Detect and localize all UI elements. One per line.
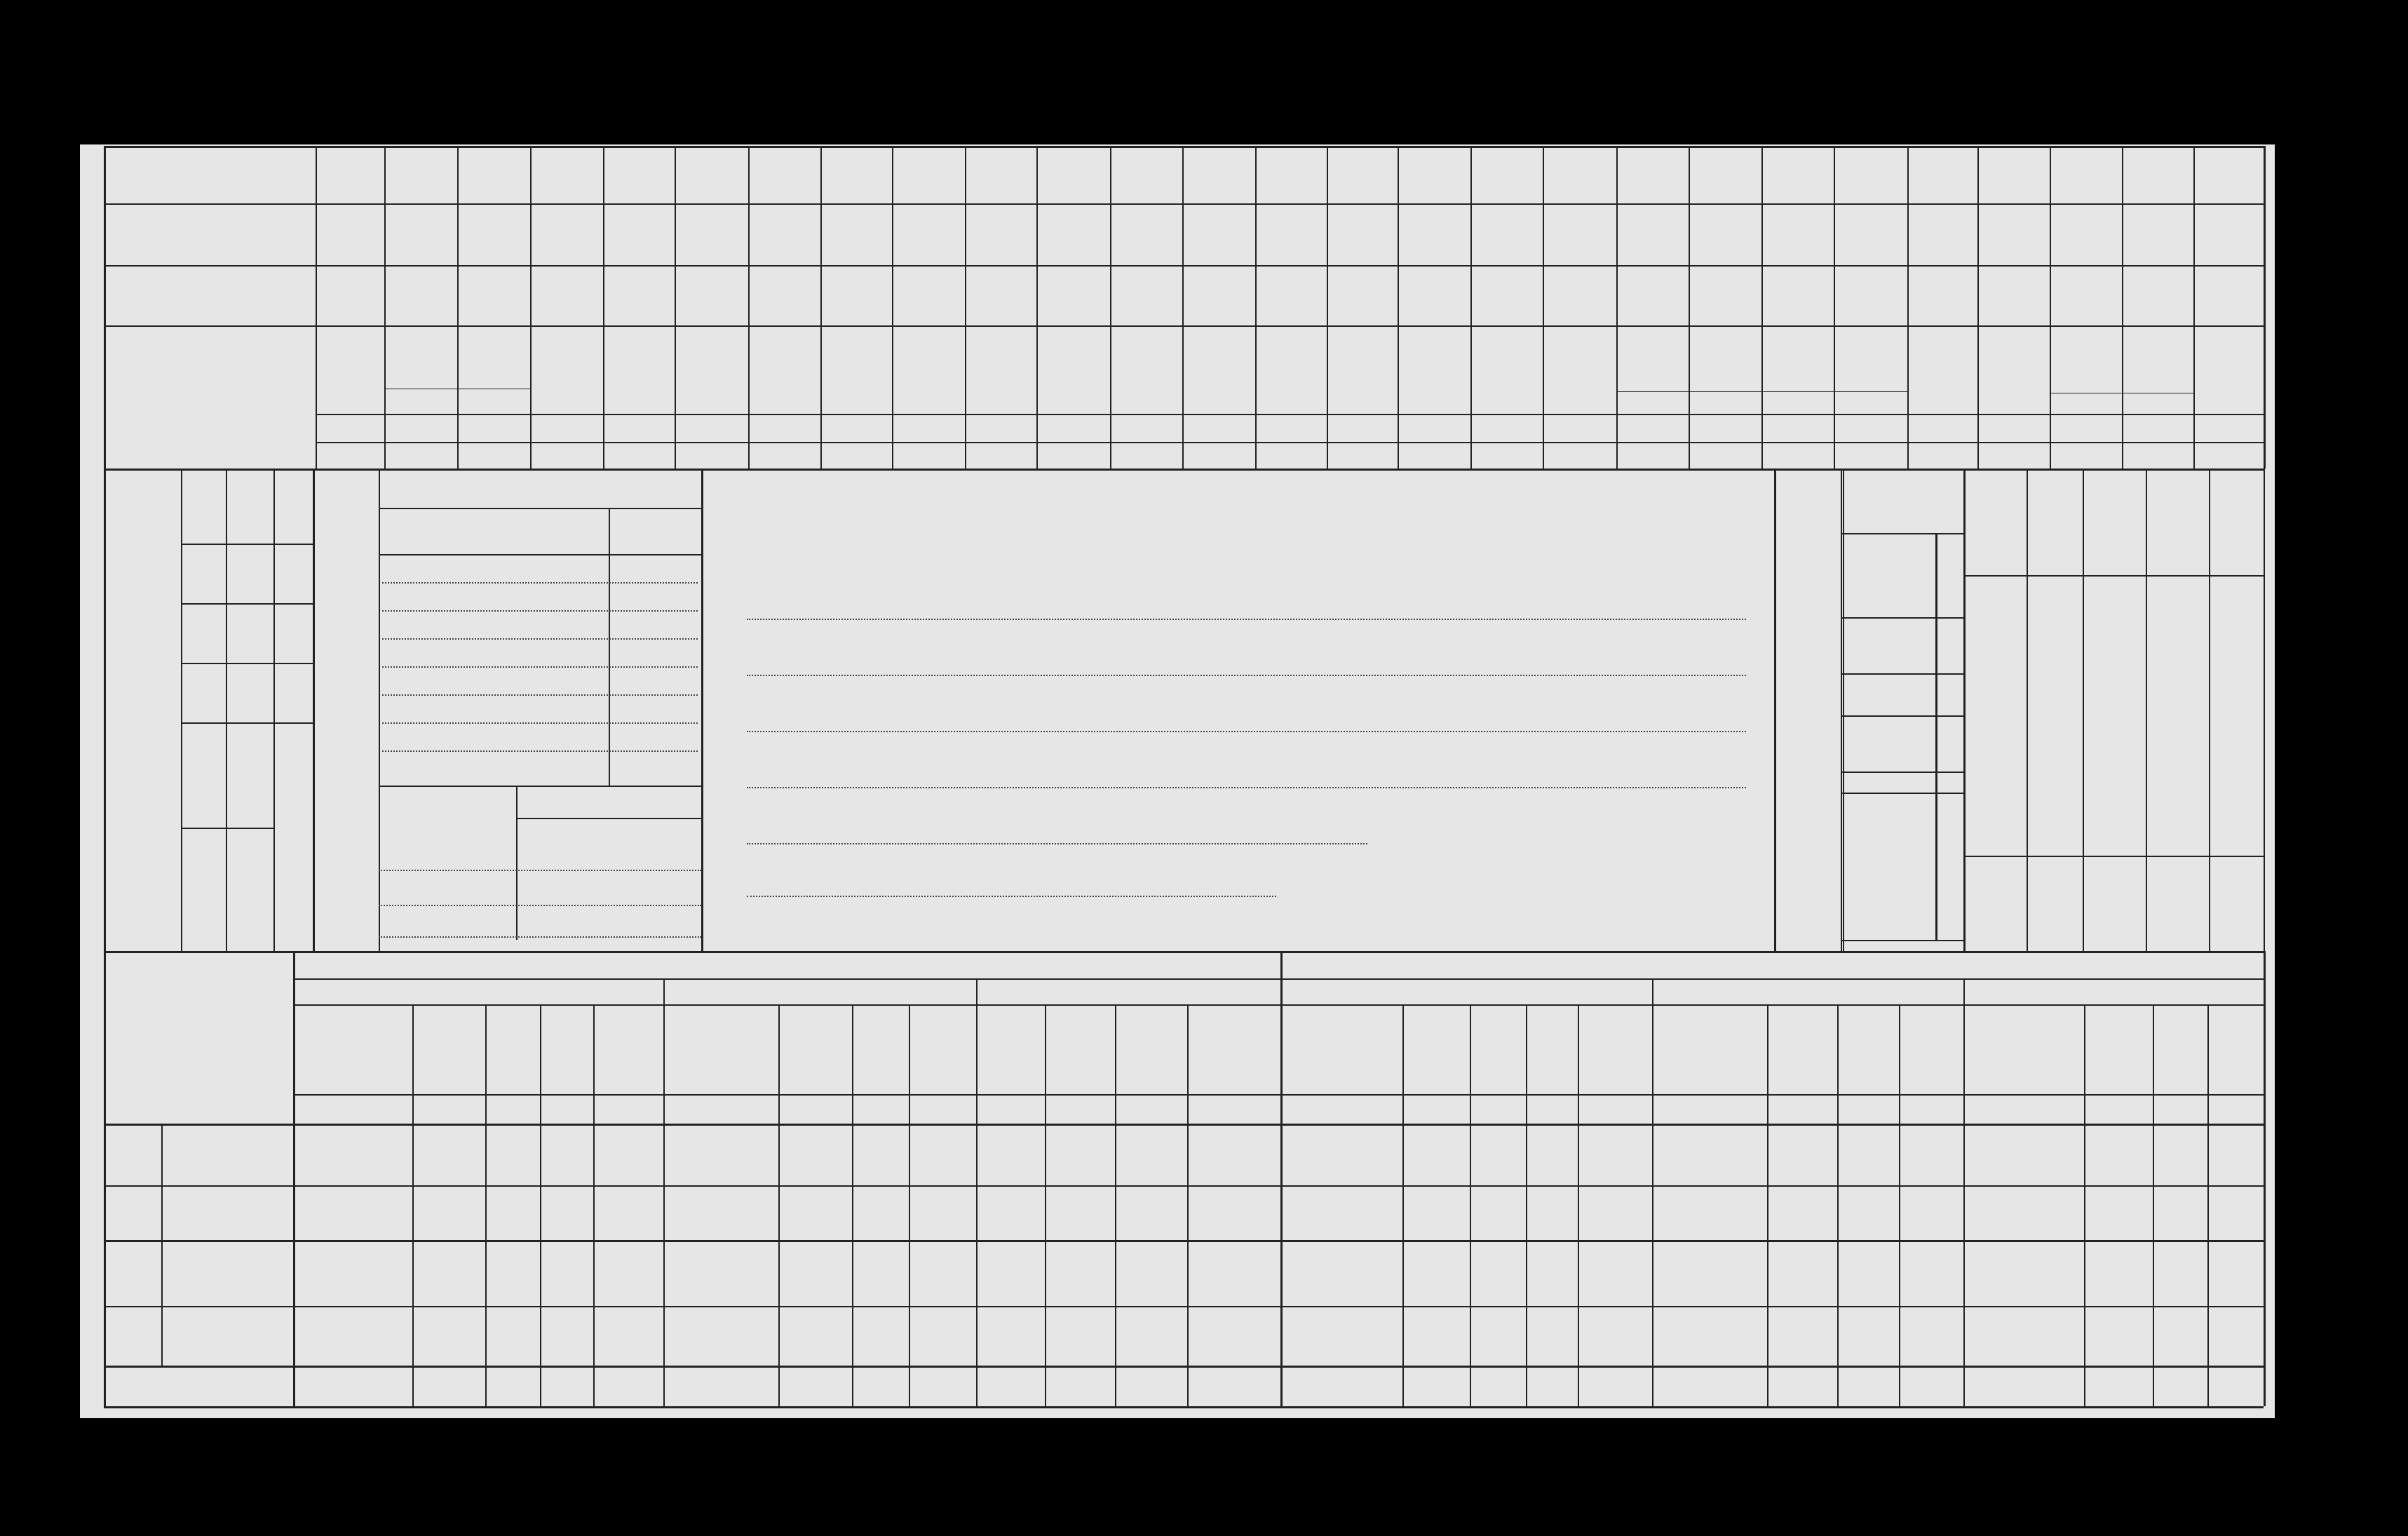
col-number-77 (316, 442, 384, 469)
col-number-79 (457, 442, 530, 469)
col-number-86 (965, 442, 1036, 469)
col-number-97 (1761, 442, 1834, 469)
worker-col-label-133 (226, 666, 273, 757)
right-col-top-4 (2209, 473, 2264, 572)
arenda-num-4 (593, 1094, 663, 1124)
col-number-88 (1110, 442, 1182, 469)
right-col-bottom-3 (2146, 859, 2209, 947)
col-header-91 (1327, 328, 1398, 412)
has-label (389, 793, 508, 828)
col-number-87 (1036, 442, 1110, 469)
sdacha-col-5 (1652, 1004, 1767, 1094)
itogo-both-sexes (1886, 575, 1935, 617)
sdacha-col-8 (1899, 1007, 1963, 1091)
col-number-92 (1398, 442, 1470, 469)
row-label-leased (104, 203, 314, 265)
group-fallow-label (2050, 394, 2193, 414)
arenda-num-2 (485, 1094, 540, 1124)
col-number-101 (2050, 442, 2122, 469)
col-header-98 (1834, 328, 1907, 391)
rule (104, 1185, 2264, 1187)
col-header-83 (748, 328, 820, 412)
col-number-85 (892, 442, 965, 469)
women-total (1886, 673, 1935, 736)
col-header-80 (530, 328, 603, 412)
right-col-top-1 (2027, 473, 2083, 572)
arenda-num-8 (909, 1094, 976, 1124)
col-number-84 (820, 442, 892, 469)
col-header-89 (1182, 328, 1255, 412)
sdacha-pokos-header (1652, 978, 1963, 1004)
right-col-bottom-2 (2083, 859, 2146, 947)
sdacha-col-6 (1767, 1007, 1837, 1091)
col-number-103 (2193, 442, 2264, 469)
sdacha-num-0 (1280, 1094, 1402, 1124)
arenda-col-12 (1187, 1007, 1280, 1091)
arenda-num-3 (540, 1094, 593, 1124)
col-header-94 (1543, 328, 1616, 412)
col-number-100 (1977, 442, 2050, 469)
row-label-lands (104, 325, 314, 466)
row-other-communities (161, 1185, 293, 1240)
land-row-line (379, 905, 701, 906)
col-header-96 (1689, 328, 1761, 391)
col-header-79 (457, 328, 530, 387)
answer-line (747, 843, 1367, 844)
answer-line (747, 675, 1746, 676)
right-col-top-0 (1963, 473, 2027, 572)
arenda-col-10 (1045, 1007, 1115, 1091)
trade-name-header (379, 516, 610, 551)
sdacha-col-3 (1526, 1007, 1578, 1091)
col-number-81 (603, 442, 675, 469)
rule (1841, 533, 1963, 534)
women-label (1844, 568, 1886, 708)
rule (1963, 978, 1965, 1004)
col-header-87 (1036, 328, 1110, 412)
arenda-num-9 (976, 1094, 1045, 1124)
pop-col-num-138 (1937, 617, 1963, 680)
row-label-total (104, 146, 314, 203)
sdacha-col-9 (1963, 1004, 2084, 1094)
col-header-103 (2193, 328, 2264, 412)
sdacha-col-11 (2153, 1007, 2207, 1091)
rule (2264, 469, 2265, 951)
rule (379, 508, 701, 509)
group-nadel-label (105, 1128, 161, 1247)
arenda-col-1 (412, 1007, 485, 1091)
hired-workers-title (316, 477, 379, 940)
sdacha-num-7 (1837, 1094, 1899, 1124)
col-header-101 (2050, 328, 2122, 391)
col-number-96 (1689, 442, 1761, 469)
rule (104, 1366, 2264, 1368)
korney-header (609, 787, 701, 815)
sdacha-col-0 (1280, 1004, 1402, 1094)
col-header-93 (1470, 328, 1543, 412)
col-number-94 (1543, 442, 1616, 469)
col-header-78 (384, 328, 457, 387)
arenda-num-12 (1187, 1094, 1280, 1124)
rule (1616, 391, 1907, 392)
col-header-100 (1977, 328, 2050, 412)
private-farms-title (701, 491, 1767, 533)
right-col-bottom-0 (1963, 859, 2027, 947)
women-incl-workers (1886, 617, 1935, 680)
col-header-90 (1255, 328, 1327, 412)
orchard-label (393, 842, 516, 870)
arenda-col-3 (540, 1007, 593, 1091)
rule (1963, 575, 2264, 577)
trade-row-line (382, 750, 698, 752)
trade-row-line (382, 722, 698, 724)
arenda-title (293, 951, 1280, 978)
group-ozimaya-label (384, 390, 530, 411)
arenda-col-0 (293, 1004, 412, 1094)
row-institutions (161, 1306, 293, 1366)
answer-line (747, 787, 1746, 788)
arenda-num-1 (412, 1094, 485, 1124)
sdacha-col-10 (2084, 1007, 2153, 1091)
pop-col-num-136 (1937, 733, 1963, 796)
sdacha-col-1 (1402, 1007, 1470, 1091)
land-row-line (379, 870, 701, 871)
men-label (1844, 743, 1886, 919)
col-header-77 (316, 328, 384, 412)
col-header-86 (965, 328, 1036, 412)
men-incl-workers (1886, 736, 1935, 800)
arenda-num-6 (778, 1094, 852, 1124)
arenda-pashni-header (293, 978, 663, 1004)
right-col-top-3 (2146, 473, 2209, 572)
sdacha-num-2 (1470, 1094, 1526, 1124)
rule (104, 1306, 2264, 1307)
arenda-col-7 (852, 1007, 909, 1091)
col-number-78 (384, 442, 457, 469)
arenda-pokos-header (663, 978, 976, 1004)
rule (104, 265, 2264, 267)
trade-qty-header (609, 512, 701, 554)
arenda-col-9 (976, 1004, 1045, 1094)
col-header-85 (892, 328, 965, 412)
arenda-col-11 (1115, 1007, 1187, 1091)
trade-row-line (382, 582, 698, 584)
col-header-99 (1907, 328, 1977, 412)
arenda-col-2 (485, 1007, 540, 1091)
rule (1841, 940, 1963, 941)
sdacha-num-10 (2084, 1094, 2153, 1124)
right-col-bottom-4 (2209, 859, 2264, 947)
sdacha-num-3 (1526, 1094, 1578, 1124)
col-header-84 (820, 328, 892, 412)
vineyard-label (393, 877, 516, 905)
desyatin-header (516, 787, 607, 815)
sdacha-num-12 (2207, 1094, 2264, 1124)
arenda-num-7 (852, 1094, 909, 1124)
group-vne-label (105, 1244, 161, 1367)
rule (104, 1124, 2264, 1126)
crops-banner (316, 414, 2258, 442)
col-number-99 (1907, 442, 1977, 469)
sdacha-title (1280, 951, 2264, 978)
rule (1841, 469, 1842, 951)
rule (2264, 146, 2266, 469)
arenda-col-4 (593, 1007, 663, 1091)
sdacha-num-6 (1767, 1094, 1837, 1124)
arenda-col-5 (663, 1004, 778, 1094)
col-number-91 (1327, 442, 1398, 469)
col-number-95 (1616, 442, 1689, 469)
sdacha-num-4 (1578, 1094, 1652, 1124)
trade-row-line (382, 610, 698, 612)
rule (2264, 951, 2266, 1406)
arenda-col-8 (909, 1007, 976, 1091)
col-header-95 (1616, 328, 1689, 391)
pop-col-num-139 (1937, 547, 1963, 610)
col-number-82 (675, 442, 748, 469)
sdacha-num-9 (1963, 1094, 2084, 1124)
sdacha-num-11 (2153, 1094, 2207, 1124)
right-col-bottom-1 (2027, 859, 2083, 947)
sdacha-col-4 (1578, 1007, 1652, 1091)
row-private-persons (161, 1240, 293, 1306)
group-perennial-label (1616, 393, 1907, 412)
rule (701, 469, 703, 951)
arenda-num-0 (293, 1094, 412, 1124)
col-number-102 (2122, 442, 2193, 469)
rule (104, 1240, 2264, 1242)
arenda-num-11 (1115, 1094, 1187, 1124)
sdacha-num-1 (1402, 1094, 1470, 1124)
row-label-own (104, 265, 314, 325)
right-col-top-2 (2083, 473, 2146, 572)
trade-row-line (382, 666, 698, 668)
row-itogo (105, 1366, 293, 1406)
sdacha-col-12 (2207, 1007, 2264, 1091)
answer-line (747, 731, 1746, 732)
answer-line (747, 619, 1746, 620)
col-number-83 (748, 442, 820, 469)
sdacha-pashni-header (1280, 978, 1652, 1004)
rule (181, 828, 273, 829)
col-number-98 (1834, 442, 1907, 469)
col-number-93 (1470, 442, 1543, 469)
col-header-92 (1398, 328, 1470, 412)
rule (104, 1406, 2264, 1408)
rule (976, 978, 978, 1004)
col-header-102 (2122, 328, 2193, 391)
arenda-num-5 (663, 1094, 778, 1124)
arenda-col-6 (778, 1007, 852, 1091)
men-total (1886, 807, 1935, 870)
trade-title (379, 471, 701, 506)
col-header-82 (675, 328, 748, 412)
arenda-num-10 (1045, 1094, 1115, 1124)
pop-col-num-135 (1937, 800, 1963, 863)
worker-col-num-134 (181, 831, 226, 950)
rule (104, 146, 2264, 148)
sdacha-num-8 (1899, 1094, 1963, 1124)
rule (516, 818, 701, 819)
trade-row-line (382, 694, 698, 696)
rule (104, 469, 2264, 471)
trade-row-line (382, 638, 698, 640)
rule (104, 325, 2264, 327)
rule (104, 469, 106, 951)
sdacha-num-5 (1652, 1094, 1767, 1124)
sdacha-col-2 (1470, 1007, 1526, 1091)
rule (1774, 469, 1776, 951)
col-number-89 (1182, 442, 1255, 469)
population-title (1778, 484, 1841, 933)
col-header-81 (603, 328, 675, 412)
answer-line (747, 896, 1276, 897)
rule (273, 469, 275, 951)
sdacha-col-7 (1837, 1007, 1899, 1091)
col-header-88 (1110, 328, 1182, 412)
col-number-90 (1255, 442, 1327, 469)
rule (104, 203, 2264, 205)
rule (313, 469, 315, 951)
col-header-97 (1761, 328, 1834, 391)
worker-col-num-133 (181, 666, 226, 757)
pop-col-num-137 (1937, 673, 1963, 736)
rule (1963, 856, 2264, 857)
rule (379, 554, 701, 555)
col-number-80 (530, 442, 603, 469)
land-row-line (379, 936, 701, 938)
row-own-community (161, 1124, 293, 1184)
